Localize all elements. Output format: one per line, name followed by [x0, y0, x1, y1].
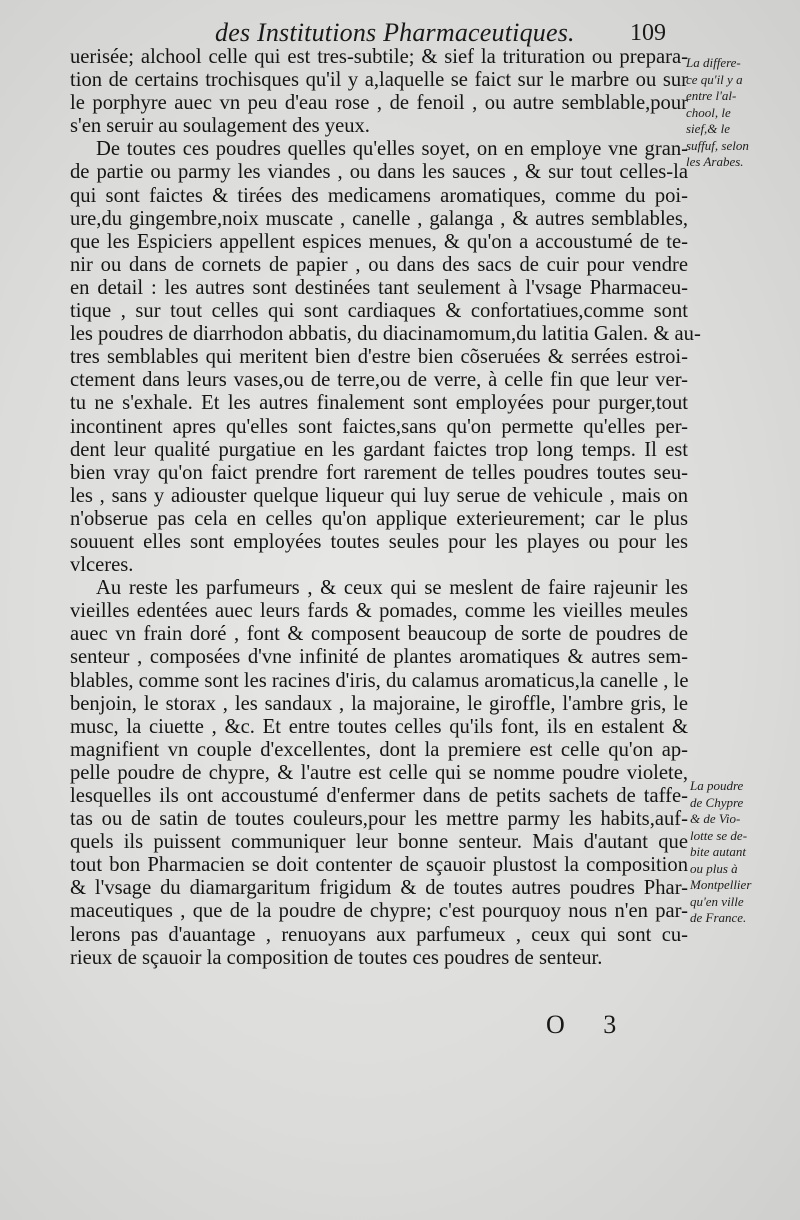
text-line: nir ou dans de cornets de papier , ou dans des sacs de cuir pour vendre — [70, 253, 688, 276]
text-line: Au reste les parfumeurs , & ceux qui se meslent de faire rajeunir les — [96, 577, 688, 600]
margin-note-poudre-chypre: La poudre de Chypre & de Vio- lotte se de- bite autant ou plus à Montpellier qu'en ville de France. — [690, 778, 752, 925]
text-line: auec vn frain doré , font & composent beaucoup de sorte de poudres de — [70, 623, 688, 646]
text-line: tout bon Pharmacien se doit contenter de sçauoir plustost la composition — [70, 854, 688, 877]
text-line: tion de certains trochisques qu'il y a,laquelle se faict sur le marbre ou sur — [70, 69, 688, 92]
text-line: uerisée; alchool celle qui est tres-subtile; & sief la trituration ou prepara- — [70, 46, 688, 68]
text-line: lerons pas d'auantage , renuoyans aux parfumeux , ceux qui sont cu- — [70, 923, 688, 946]
text-line: quels ils puissent communiquer leur bonne senteur. Mais d'autant que — [70, 831, 688, 854]
body-text — [70, 46, 701, 970]
text-line: musc, la ciuette , &c. Et entre toutes celles qu'ils font, ils en estalent & — [70, 715, 688, 738]
text-line: vlceres. — [70, 554, 134, 577]
text-line: les , sans y adiouster quelque liqueur qui luy serue de vehicule , mais on — [70, 484, 688, 507]
text-line: senteur , composées d'vne infinité de plantes aromatiques & autres sem- — [70, 646, 688, 669]
text-line: bien vray qu'on faict prendre fort rarement de telles poudres toutes seu- — [70, 461, 688, 484]
text-line: ctement dans leurs vases,ou de terre,ou de verre, à celle fin que leur ver- — [70, 369, 688, 392]
text-line: lesquelles ils ont accoustumé d'enfermer dans de petits sachets de taffe- — [70, 785, 688, 807]
text-line: souuent elles sont employées toutes seules pour les playes ou pour les — [70, 530, 688, 553]
text-line: blables, comme sont les racines d'iris, du calamus aromaticus,la canelle , le — [70, 669, 689, 692]
signature-mark: O 3 — [546, 1010, 633, 1039]
text-line: dent leur qualité purgatiue en les gardant faictes trop long temps. Il est — [70, 438, 688, 461]
text-line: tas ou de satin de toutes couleurs,pour les mettre parmy les habits,auf- — [70, 808, 688, 831]
text-line: magnifient vn couple d'excellentes, dont la premiere est celle qu'on ap- — [70, 738, 688, 761]
text-line: incontinent apres qu'elles sont faictes,sans qu'on permette qu'elles per- — [70, 415, 688, 438]
text-line: De toutes ces poudres quelles qu'elles soyet, on en employe vne gran- — [96, 138, 688, 161]
text-line: tres semblables qui meritent bien d'estre bien cõseruées & serrées estroi- — [70, 346, 688, 369]
text-line: tique , sur tout celles qui sont cardiaques & confortatiues,comme sont — [70, 300, 688, 323]
text-line: les poudres de diarrhodon abbatis, du diacinamomum,du latitia Galen. & au- — [70, 323, 701, 346]
text-line: vieilles edentées auec leurs fards & pomades, comme les vieilles meules — [70, 600, 688, 623]
running-title: des Institutions Pharmaceutiques. — [215, 18, 575, 47]
text-line: benjoin, le storax , les sandaux , la majoraine, le giroffle, l'ambre gris, le — [70, 692, 688, 715]
text-line: s'en seruir au soulagement des yeux. — [70, 115, 370, 138]
page-number: 109 — [630, 20, 666, 46]
text-line: que les Espiciers appellent espices menues, & qu'on a accoustumé de te- — [70, 230, 688, 253]
text-line: qui sont faictes & tirées des medicamens aromatiques, comme du poi- — [70, 184, 688, 207]
margin-note-alchool: La differe- ce qu'il y a entre l'al- chool, le sief,& le suffuf, selon les Arabes. — [686, 55, 749, 169]
text-line: & l'vsage du diamargaritum frigidum & de toutes autres poudres Phar- — [70, 877, 688, 900]
text-line: n'obserue pas cela en celles qu'on applique exterieurement; car le plus — [70, 507, 688, 530]
text-line: ure,du gingembre,noix muscate , canelle , galanga , & autres semblables, — [70, 207, 688, 230]
text-line: pelle poudre de chypre, & l'autre est celle qui se nomme poudre violete, — [70, 761, 688, 784]
text-line: en detail : les autres sont destinées tant seulement à l'vsage Pharmaceu- — [70, 276, 688, 299]
text-line: maceutiques , que de la poudre de chypre; c'est pourquoy nous n'en par- — [70, 900, 688, 923]
text-line: tu ne s'exhale. Et les autres finalement sont employées pour purger,tout — [70, 392, 688, 415]
text-line: le porphyre auec vn peu d'eau rose , de fenoil , ou autre semblable,pour — [70, 92, 688, 115]
text-line: de partie ou parmy les viandes , ou dans les sauces , & sur tout celles-la — [70, 161, 688, 184]
text-line: rieux de sçauoir la composition de toutes ces poudres de senteur. — [70, 946, 603, 969]
